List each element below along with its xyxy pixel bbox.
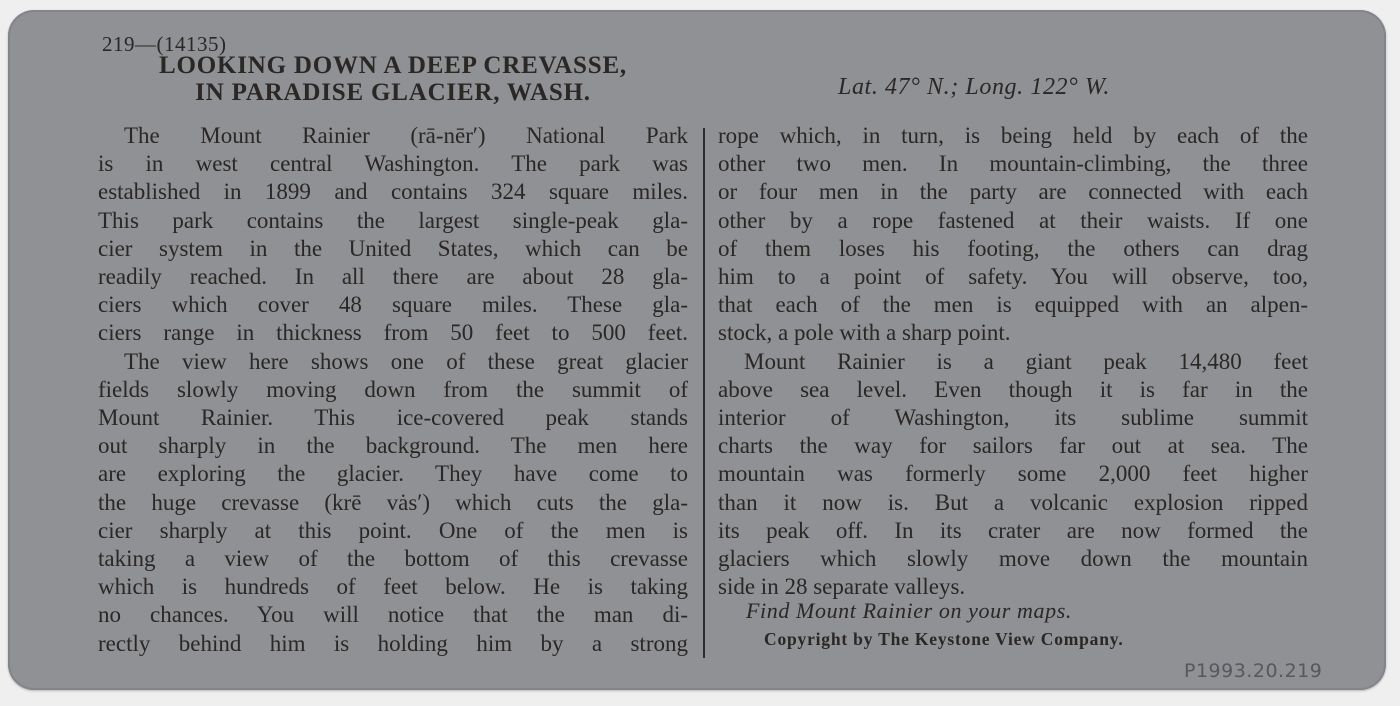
copyright-notice: Copyright by The Keystone View Company. xyxy=(764,629,1124,649)
coordinates: Lat. 47° N.; Long. 122° W. xyxy=(838,74,1110,100)
text-line: side in 28 separate valleys. xyxy=(718,574,966,600)
text-line: The Mount Rainier (rā-nēr′) National Park xyxy=(124,123,688,148)
text-line: that each of the men is equipped with an alpen- xyxy=(718,292,1308,318)
left-column-text xyxy=(98,122,688,658)
title-line-1: LOOKING DOWN A DEEP CREVASSE, xyxy=(159,52,627,79)
text-line: no chances. You will notice that the man di- xyxy=(98,602,688,628)
text-line: is in west central Washington. The park was xyxy=(98,151,688,177)
text-line: mountain was formerly some 2,000 feet higher xyxy=(718,461,1308,487)
text-line: fields slowly moving down from the summit of xyxy=(98,376,688,402)
accession-number: P1993.20.219 xyxy=(1184,660,1323,682)
right-column-text xyxy=(718,122,1308,601)
text-line: are exploring the glacier. They have come to xyxy=(98,461,688,487)
column-divider xyxy=(703,128,705,658)
text-line: him to a point of safety. You will observe, too, xyxy=(718,264,1308,290)
text-line: taking a view of the bottom of this crevasse xyxy=(98,546,688,572)
text-line: charts the way for sailors far out at sea. The xyxy=(718,433,1308,459)
text-line: other two men. In mountain-climbing, the three xyxy=(718,151,1308,177)
stereograph-card-back xyxy=(8,10,1386,690)
text-line: readily reached. In all there are about 28 gla- xyxy=(98,264,688,290)
text-line: the huge crevasse (krē vȧs′) which cuts the gla- xyxy=(98,489,688,515)
text-line: Mount Rainier. This ice-covered peak stands xyxy=(98,405,688,431)
card-number: 219—(14135) xyxy=(102,32,227,56)
title-line-2: IN PARADISE GLACIER, WASH. xyxy=(195,79,591,106)
text-line: ciers range in thickness from 50 feet to 500 feet. xyxy=(98,320,688,346)
text-line: The view here shows one of these great glacier xyxy=(124,348,688,374)
text-line: This park contains the largest single-peak gla- xyxy=(98,207,688,233)
text-line: ciers which cover 48 square miles. These gla- xyxy=(98,292,688,318)
text-line: stock, a pole with a sharp point. xyxy=(718,320,1011,346)
text-line: cier system in the United States, which can be xyxy=(98,235,688,261)
text-line: rectly behind him is holding him by a strong xyxy=(98,630,688,656)
text-line: its peak off. In its crater are now formed the xyxy=(718,517,1308,543)
text-line: established in 1899 and contains 324 square miles. xyxy=(98,179,688,205)
text-line: out sharply in the background. The men here xyxy=(98,433,688,459)
text-line: above sea level. Even though it is far in the xyxy=(718,376,1308,402)
text-line: than it now is. But a volcanic explosion ripped xyxy=(718,489,1308,515)
text-line: rope which, in turn, is being held by each of the xyxy=(718,123,1308,148)
text-line: glaciers which slowly move down the mountain xyxy=(718,546,1308,572)
text-line: Mount Rainier is a giant peak 14,480 feet xyxy=(744,348,1308,374)
text-line: of them loses his footing, the others can drag xyxy=(718,235,1308,261)
text-line: other by a rope fastened at their waists. If one xyxy=(718,207,1308,233)
text-line: interior of Washington, its sublime summit xyxy=(718,405,1308,431)
text-line: which is hundreds of feet below. He is taking xyxy=(98,574,688,600)
text-line: cier sharply at this point. One of the men is xyxy=(98,517,688,543)
text-line: or four men in the party are connected with each xyxy=(718,179,1308,205)
map-tagline: Find Mount Rainier on your maps. xyxy=(746,598,1072,623)
